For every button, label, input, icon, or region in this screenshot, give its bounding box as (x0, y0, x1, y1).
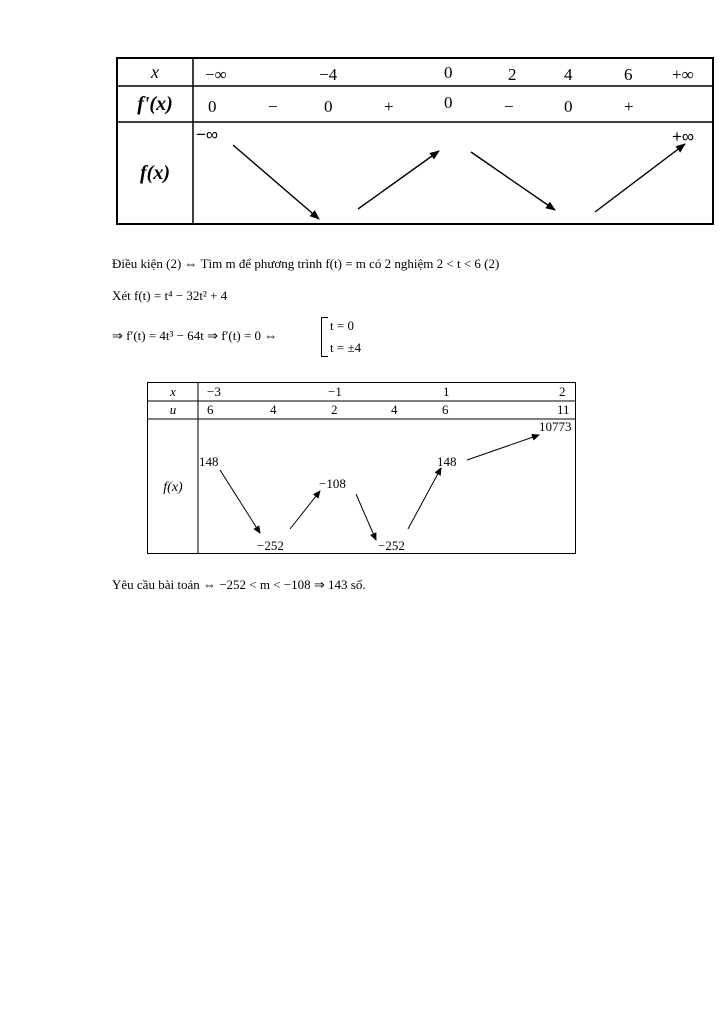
derivative-text: ⇒ f′(t) = 4t³ − 64t ⇒ f′(t) = 0 ⇔ (112, 328, 278, 343)
t1-label-x: x (151, 62, 159, 82)
t1-arrow-down (233, 145, 319, 219)
t1-arrow-up (595, 144, 685, 212)
t2-u-value: 6 (207, 402, 214, 417)
t2-f-value: 10773 (539, 419, 572, 434)
t2-f-value: −108 (319, 476, 346, 491)
t2-arrow-up (467, 435, 539, 460)
t2-x-value: −3 (207, 384, 221, 399)
t2-x-value: −1 (328, 384, 342, 399)
t2-label-u: u (169, 402, 177, 417)
function-text: Xét f(t) = t⁴ − 32t² + 4 (112, 288, 228, 303)
t2-f-value: 148 (199, 454, 219, 469)
t1-fprime-sign: + (624, 97, 634, 116)
function-definition (112, 288, 227, 304)
derivative-line (112, 328, 277, 344)
t2-f-value: −252 (378, 538, 405, 553)
t1-x-value: 0 (444, 63, 453, 82)
t1-x-value: −∞ (205, 65, 227, 84)
t1-fprime-value: 0 (564, 97, 573, 116)
conclusion-text: Yêu cầu bài toán ⇔ −252 < m < −108 ⇒ 143 số. (112, 577, 366, 592)
t1-f-end: +∞ (672, 127, 695, 146)
t1-x-value: 2 (508, 65, 517, 84)
t2-arrow-up (290, 491, 320, 529)
t1-fprime-sign: − (268, 97, 278, 116)
condition-text: Điều kiện (2) ⇔ Tìm m để phương trình f(t) = m có 2 nghiệm 2 < t < 6 (2) (112, 256, 500, 271)
t2-u-value: 2 (331, 402, 338, 417)
t1-label-fprime: f'(x) (137, 93, 173, 115)
t1-arrow-up (358, 151, 439, 209)
t1-x-value: +∞ (672, 65, 694, 84)
t2-arrow-up (408, 468, 441, 529)
t1-label-f: f(x) (140, 162, 170, 184)
t2-u-value: 11 (557, 402, 570, 417)
t1-x-value: −4 (319, 65, 338, 84)
t2-label-f: f(x) (163, 480, 183, 495)
t1-fprime-value: 0 (208, 97, 217, 116)
case-2: t = ±4 (330, 340, 362, 355)
t2-arrow-down (356, 494, 376, 540)
t1-x-value: 4 (564, 65, 573, 84)
t2-u-value: 4 (391, 402, 398, 417)
t2-arrow-down (220, 470, 260, 533)
t2-f-value: 148 (437, 454, 457, 469)
t1-arrow-down (471, 152, 555, 210)
t1-x-value: 6 (624, 65, 633, 84)
case-brace (321, 317, 328, 357)
t2-u-value: 6 (442, 402, 449, 417)
t2-label-x: x (170, 384, 176, 399)
t1-fprime-sign: − (504, 97, 514, 116)
t2-f-value: −252 (257, 538, 284, 553)
t1-fprime-value: 0 (444, 93, 453, 112)
variation-table-1 (116, 57, 714, 225)
variation-table-2 (147, 382, 576, 554)
t2-x-value: 1 (443, 384, 450, 399)
t1-fprime-value: 0 (324, 97, 333, 116)
case-1: t = 0 (330, 318, 354, 333)
t2-x-value: 2 (559, 384, 566, 399)
condition-line (112, 256, 499, 272)
t1-fprime-sign: + (384, 97, 394, 116)
t1-f-start: −∞ (196, 125, 219, 144)
t2-u-value: 4 (270, 402, 277, 417)
conclusion-line (112, 577, 366, 593)
